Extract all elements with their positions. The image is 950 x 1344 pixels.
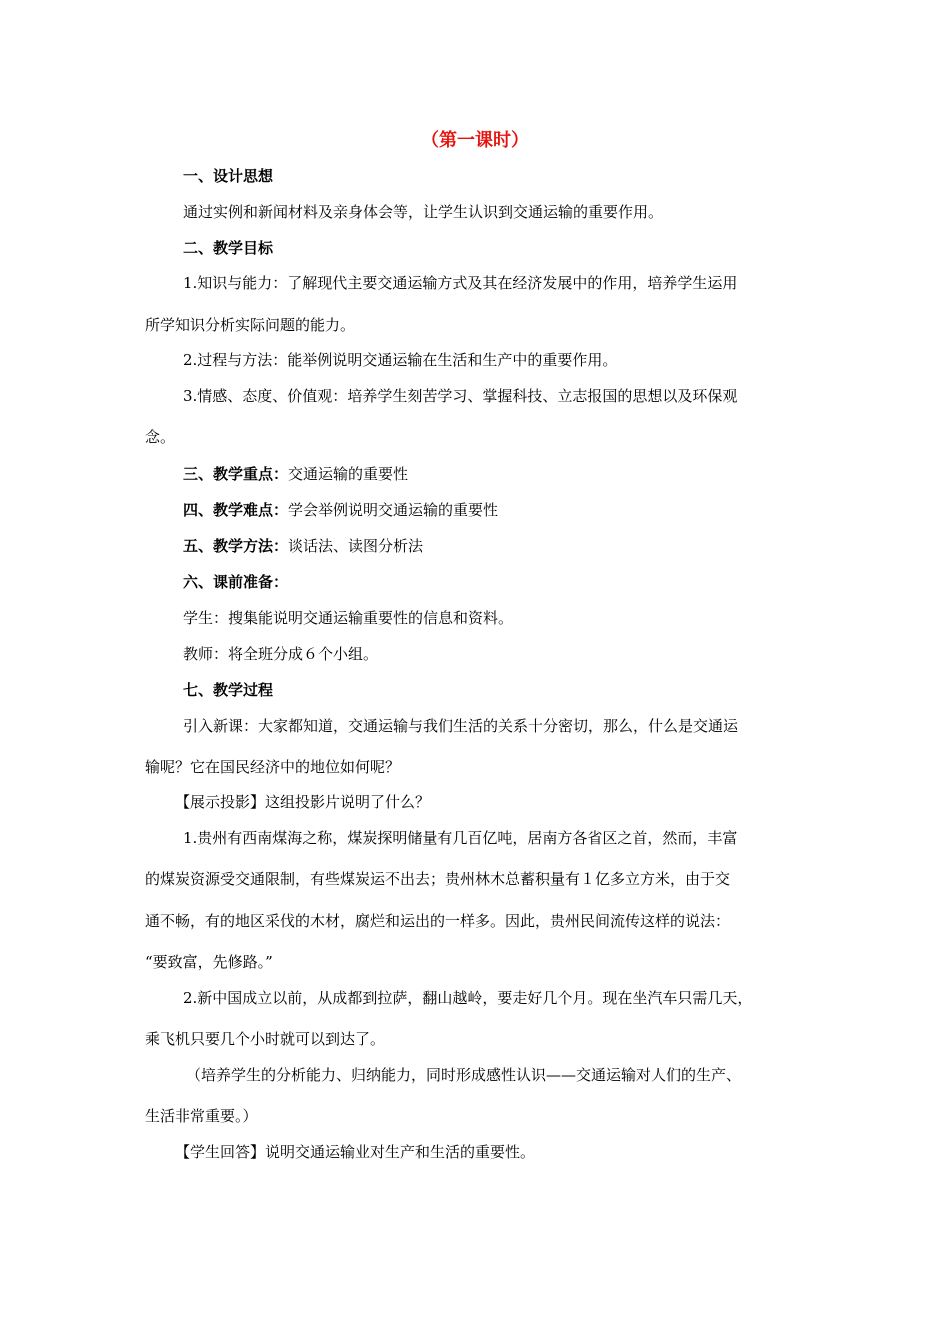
student-answer: 【学生回答】说明交通运输业对生产和生活的重要性。 xyxy=(175,1143,536,1161)
goal-1-line-2: 所学知识分析实际问题的能力。 xyxy=(145,316,356,334)
design-text: 通过实例和新闻材料及亲身体会等，让学生认识到交通运输的重要作用。 xyxy=(183,203,664,221)
note-line-2: 生活非常重要。） xyxy=(145,1107,258,1125)
case-2-line-1: 2.新中国成立以前，从成都到拉萨，翻山越岭，要走好几个月。现在坐汽车只需几天， xyxy=(183,989,753,1007)
case-1-line-2: 的煤炭资源受交通限制，有些煤炭运不出去；贵州林木总蓄积量有１亿多立方米，由于交 xyxy=(145,870,731,888)
lesson-title: （第一课时） xyxy=(421,130,529,151)
design-heading: 一、设计思想 xyxy=(183,167,274,185)
difficulty-row xyxy=(183,500,498,520)
key-point-row xyxy=(183,464,408,484)
case-1-line-1: 1.贵州有西南煤海之称，煤炭探明储量有几百亿吨，居南方各省区之首，然而，丰富 xyxy=(183,829,738,847)
preparation-student: 学生：搜集能说明交通运输重要性的信息和资料。 xyxy=(183,609,514,627)
process-heading: 七、教学过程 xyxy=(183,681,274,699)
difficulty-text: 学会举例说明交通运输的重要性 xyxy=(288,501,499,519)
case-1-line-3: 通不畅，有的地区采伐的木材，腐烂和运出的一样多。因此，贵州民间流传这样的说法： xyxy=(145,912,731,930)
goal-3-line-2: 念。 xyxy=(145,428,176,446)
key-point-label: 三、教学重点： xyxy=(183,465,289,483)
method-text: 谈话法、读图分析法 xyxy=(288,537,424,555)
preparation-teacher: 教师：将全班分成６个小组。 xyxy=(183,645,379,663)
goal-3-line-1: 3.情感、态度、价值观：培养学生刻苦学习、掌握科技、立志报国的思想以及环保观 xyxy=(183,387,738,405)
goal-2: 2.过程与方法：能举例说明交通运输在生活和生产中的重要作用。 xyxy=(183,351,618,369)
preparation-heading: 六、课前准备： xyxy=(183,573,289,591)
method-row xyxy=(183,536,423,556)
difficulty-label: 四、教学难点： xyxy=(183,501,289,519)
note-line-1: （培养学生的分析能力、归纳能力，同时形成感性认识——交通运输对人们的生产、 xyxy=(186,1066,742,1084)
key-point-text: 交通运输的重要性 xyxy=(288,465,409,483)
case-1-line-4: “要致富，先修路。” xyxy=(145,953,273,971)
goal-1-line-1: 1.知识与能力：了解现代主要交通运输方式及其在经济发展中的作用，培养学生运用 xyxy=(183,274,738,292)
goals-heading: 二、教学目标 xyxy=(183,239,274,257)
projection-prompt: 【展示投影】这组投影片说明了什么？ xyxy=(175,793,431,811)
method-label: 五、教学方法： xyxy=(183,537,289,555)
intro-line-1: 引入新课：大家都知道，交通运输与我们生活的关系十分密切，那么，什么是交通运 xyxy=(183,717,739,735)
intro-line-2: 输呢？它在国民经济中的地位如何呢？ xyxy=(145,758,401,776)
case-2-line-2: 乘飞机只要几个小时就可以到达了。 xyxy=(145,1030,386,1048)
